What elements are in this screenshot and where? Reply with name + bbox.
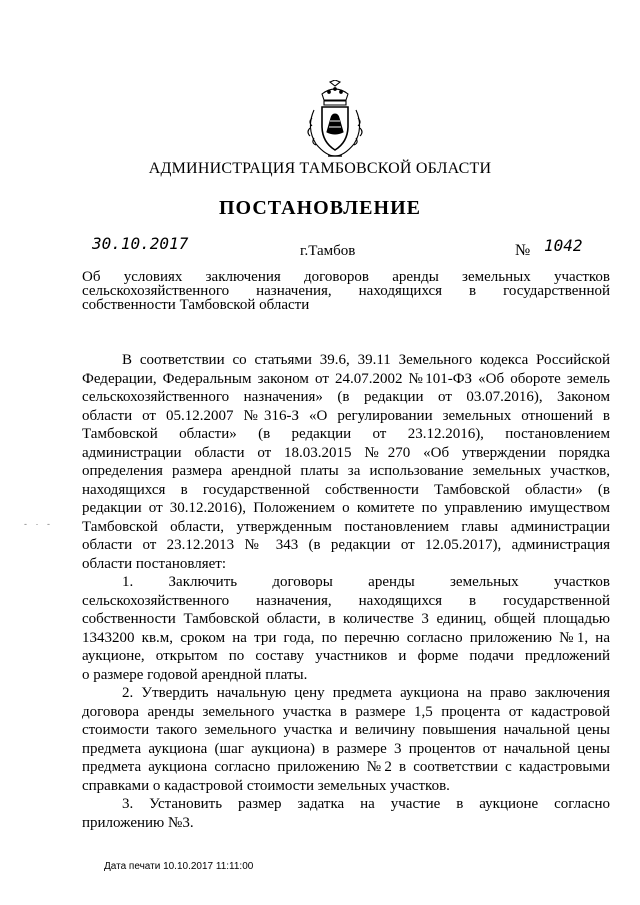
body-line: администрации области от 18.03.2015 №270 «Об утверждении порядка (82, 444, 610, 461)
scan-artifact-marks: - · - (24, 519, 53, 529)
document-number-label: № (515, 242, 531, 259)
body-line: редакции от 30.12.2016), Положением о комитете по управлению имуществом (82, 500, 610, 516)
body-line: договора аренды земельного участка в размере 1,5 процента от кадастровой (82, 703, 610, 720)
document-title (82, 270, 610, 312)
coat-of-arms-emblem (300, 80, 370, 160)
body-line: 3. Установить размер задатка на участие в аукционе согласно (122, 796, 610, 812)
body-line: стоимости такого земельного участка и величину повышения начальной цены (82, 722, 610, 738)
body-line: находящихся в государственной собственности Тамбовской области» (в (82, 481, 610, 498)
body-line: предмета аукциона (шаг аукциона) в размере 3 процентов от начальной цены (82, 740, 610, 757)
body-line: области постановляет: (82, 555, 227, 572)
body-line: сельскохозяйственного назначения, находящихся в государственной (82, 592, 610, 609)
body-line: области от 05.12.2007 №316-З «О регулировании земельных отношений в (82, 407, 610, 424)
document-number: 1042 (544, 236, 583, 255)
document-type: ПОСТАНОВЛЕНИЕ (219, 197, 421, 219)
document-body (82, 352, 610, 833)
body-line: 1. Заключить договоры аренды земельных участков (122, 574, 610, 590)
body-line: аукционе, открытом по составу участников и форме подачи предложений (82, 648, 610, 664)
body-line: Федерации, Федеральным законом от 24.07.2002 №101-ФЗ «Об обороте земель (82, 370, 610, 387)
body-line: 1343200 кв.м, сроком на три года, по перечню согласно приложению №1, на (82, 629, 610, 646)
body-line: предмета аукциона согласно приложению №2 в соответствии с кадастровыми (82, 759, 610, 775)
title-line: сельскохозяйственного назначения, находящихся в государственной (82, 283, 610, 299)
print-date: Дата печати 10.10.2017 11:11:00 (104, 861, 254, 872)
body-line: В соответствии со статьями 39.6, 39.11 Земельного кодекса Российской (122, 352, 610, 368)
body-line: сельскохозяйственного назначения» (в редакции от 03.07.2016), Законом (82, 389, 610, 405)
body-line: приложению №3. (82, 814, 194, 831)
body-line: Тамбовской области, утвержденным постановлением главы администрации (82, 518, 610, 535)
body-line: о размере годовой арендной платы. (82, 666, 308, 683)
body-line: собственности Тамбовской области, в количестве 3 единиц, общей площадью (82, 611, 610, 627)
body-line: справками о кадастровой стоимости земельных участков. (82, 777, 450, 794)
body-line: области от 23.12.2013 № 343 (в редакции от 12.05.2017), администрация (82, 537, 610, 553)
body-line: 2. Утвердить начальную цену предмета аукциона на право заключения (122, 685, 610, 701)
organization-name: АДМИНИСТРАЦИЯ ТАМБОВСКОЙ ОБЛАСТИ (148, 160, 492, 177)
body-line: Тамбовской области» (в редакции от 23.12.2016), постановлением (82, 426, 610, 442)
document-city: г.Тамбов (300, 243, 356, 259)
body-line: определения размера арендной платы за использование земельных участков, (82, 463, 610, 479)
document-date: 30.10.2017 (92, 234, 189, 253)
title-line: собственности Тамбовской области (82, 297, 310, 313)
title-line: Об условиях заключения договоров аренды земельных участков (82, 269, 610, 285)
